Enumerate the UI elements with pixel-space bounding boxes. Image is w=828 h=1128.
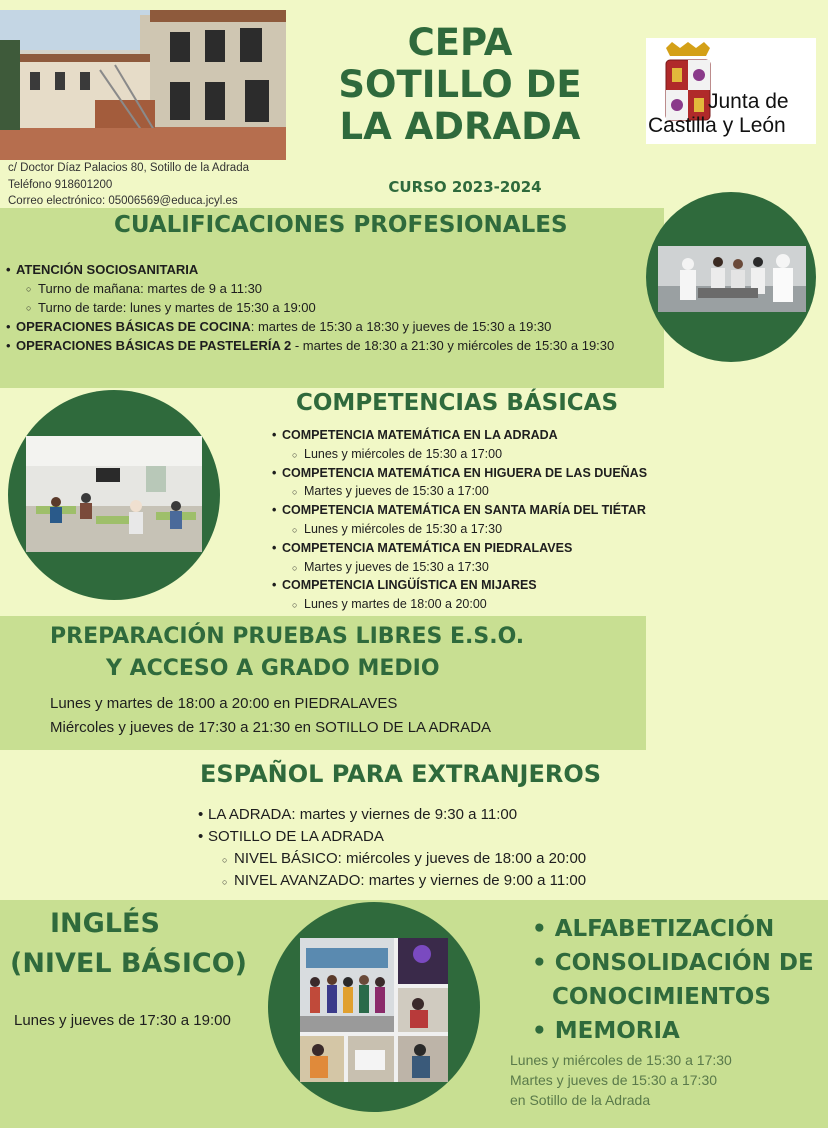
list-item [208,804,688,826]
schedule-text: Turno de tarde: lunes y martes de 15:30 a 19:00 [38,300,316,315]
list-item-continuation: CONOCIMIENTOS [552,984,771,1010]
list-item [304,558,702,577]
schedule-text: Martes y jueves de 15:30 a 17:30 [510,1072,718,1088]
competencias-heading: COMPETENCIAS BÁSICAS [296,390,619,416]
list-item: • ALFABETIZACIÓN [532,916,775,942]
ingles-heading-2: (NIVEL BÁSICO) [10,948,248,979]
address-text: c/ Doctor Díaz Palacios 80, Sotillo de la Adrada [8,162,249,174]
list-item [234,848,688,870]
schedule-text: NIVEL AVANZADO: martes y viernes de 9:00 a 11:00 [234,872,587,889]
schedule-text: : martes de 15:30 a 18:30 y jueves de 15:30 a 19:30 [250,319,552,334]
activities-collage-photo [300,938,448,1082]
classroom-photo [26,436,202,552]
logo-line-1: Junta de [708,90,789,113]
alfabetizacion-schedule [510,1050,732,1110]
list-item [282,426,702,445]
schedule-text: Miércoles y jueves de 17:30 a 21:30 en SOTILLO DE LA ADRADA [50,719,492,736]
page-title [330,22,590,148]
item-title: OPERACIONES BÁSICAS DE PASTELERÍA 2 [16,338,292,353]
item-title: COMPETENCIA MATEMÁTICA EN LA ADRADA [282,428,558,442]
espanol-list [208,804,688,892]
school-building-photo [0,10,286,160]
schedule-text: Lunes y martes de 18:00 a 20:00 en PIEDRALAVES [50,695,398,712]
item-title: ALFABETIZACIÓN [554,916,775,942]
collage-photo-circle [268,902,480,1112]
logo-line-2: Castilla y León [648,114,786,137]
item-title: CONSOLIDACIÓN DE [554,950,814,976]
list-item [208,826,688,848]
junta-logo [646,38,816,144]
item-title: COMPETENCIA MATEMÁTICA EN HIGUERA DE LAS DUEÑAS [282,465,648,480]
alfabetizacion-list [532,912,814,1048]
item-title: COMPETENCIA MATEMÁTICA EN PIEDRALAVES [282,540,573,555]
list-item [282,539,702,558]
schedule-text: Lunes y miércoles de 15:30 a 17:30 [510,1052,732,1068]
pruebas-schedule [50,692,491,740]
schedule-text: Lunes y martes de 18:00 a 20:00 [304,597,487,612]
title-line-2: SOTILLO DE [338,63,582,106]
list-item: • CONSOLIDACIÓN DE [532,950,814,976]
list-item [234,870,688,892]
list-item [304,595,702,614]
list-item [304,482,702,501]
cualificaciones-heading: CUALIFICACIONES PROFESIONALES [114,212,568,238]
course-year: CURSO 2023-2024 [388,178,542,196]
schedule-text: Martes y jueves de 15:30 a 17:30 [304,559,489,574]
list-item [282,576,702,595]
list-item [38,298,676,317]
schedule-text: Turno de mañana: martes de 9 a 11:30 [38,281,263,296]
item-title: ATENCIÓN SOCIOSANITARIA [16,262,199,277]
classroom-photo-circle [8,390,220,600]
item-title: COMPETENCIA MATEMÁTICA EN SANTA MARÍA DEL TIÉTAR [282,503,646,518]
item-title: MEMORIA [554,1018,680,1044]
cooking-photo-circle [646,192,816,362]
list-item [16,260,676,279]
list-item [38,279,676,298]
title-line-3: LA ADRADA [339,105,581,148]
title-line-1: CEPA [407,21,513,64]
list-item [304,445,702,464]
list-item [16,336,676,355]
pruebas-heading-2: Y ACCESO A GRADO MEDIO [106,656,440,681]
schedule-text: Lunes y miércoles de 15:30 a 17:00 [304,446,503,461]
list-item [304,520,702,539]
schedule-text: Lunes y miércoles de 15:30 a 17:30 [304,521,503,536]
espanol-heading: ESPAÑOL PARA EXTRANJEROS [200,760,602,788]
list-item [282,501,702,520]
list-item [16,317,676,336]
pruebas-heading-1: PREPARACIÓN PRUEBAS LIBRES E.S.O. [50,624,525,649]
list-item [282,464,702,483]
schedule-text: LA ADRADA: martes y viernes de 9:30 a 11:00 [208,806,518,823]
schedule-text: NIVEL BÁSICO: miércoles y jueves de 18:00 a 20:00 [234,850,587,867]
schedule-text: Martes y jueves de 15:30 a 17:00 [304,484,489,499]
competencias-list [282,426,702,614]
phone-text: Teléfono 918601200 [8,178,113,191]
cooking-class-photo [658,246,806,312]
cualificaciones-list [16,260,676,355]
location-text: SOTILLO DE LA ADRADA [208,828,384,845]
item-title: OPERACIONES BÁSICAS DE COCINA [16,319,251,334]
location-text: en Sotillo de la Adrada [510,1092,651,1108]
contact-info [8,160,298,210]
ingles-heading-1: INGLÉS [50,908,160,939]
schedule-text: - martes de 18:30 a 21:30 y miércoles de 15:30 a 19:30 [291,338,615,353]
item-title: COMPETENCIA LINGÜÍSTICA EN MIJARES [282,578,537,593]
email-text: Correo electrónico: 05006569@educa.jcyl.es [8,195,238,207]
list-item: • MEMORIA [532,1018,680,1044]
ingles-schedule: Lunes y jueves de 17:30 a 19:00 [14,1012,231,1029]
